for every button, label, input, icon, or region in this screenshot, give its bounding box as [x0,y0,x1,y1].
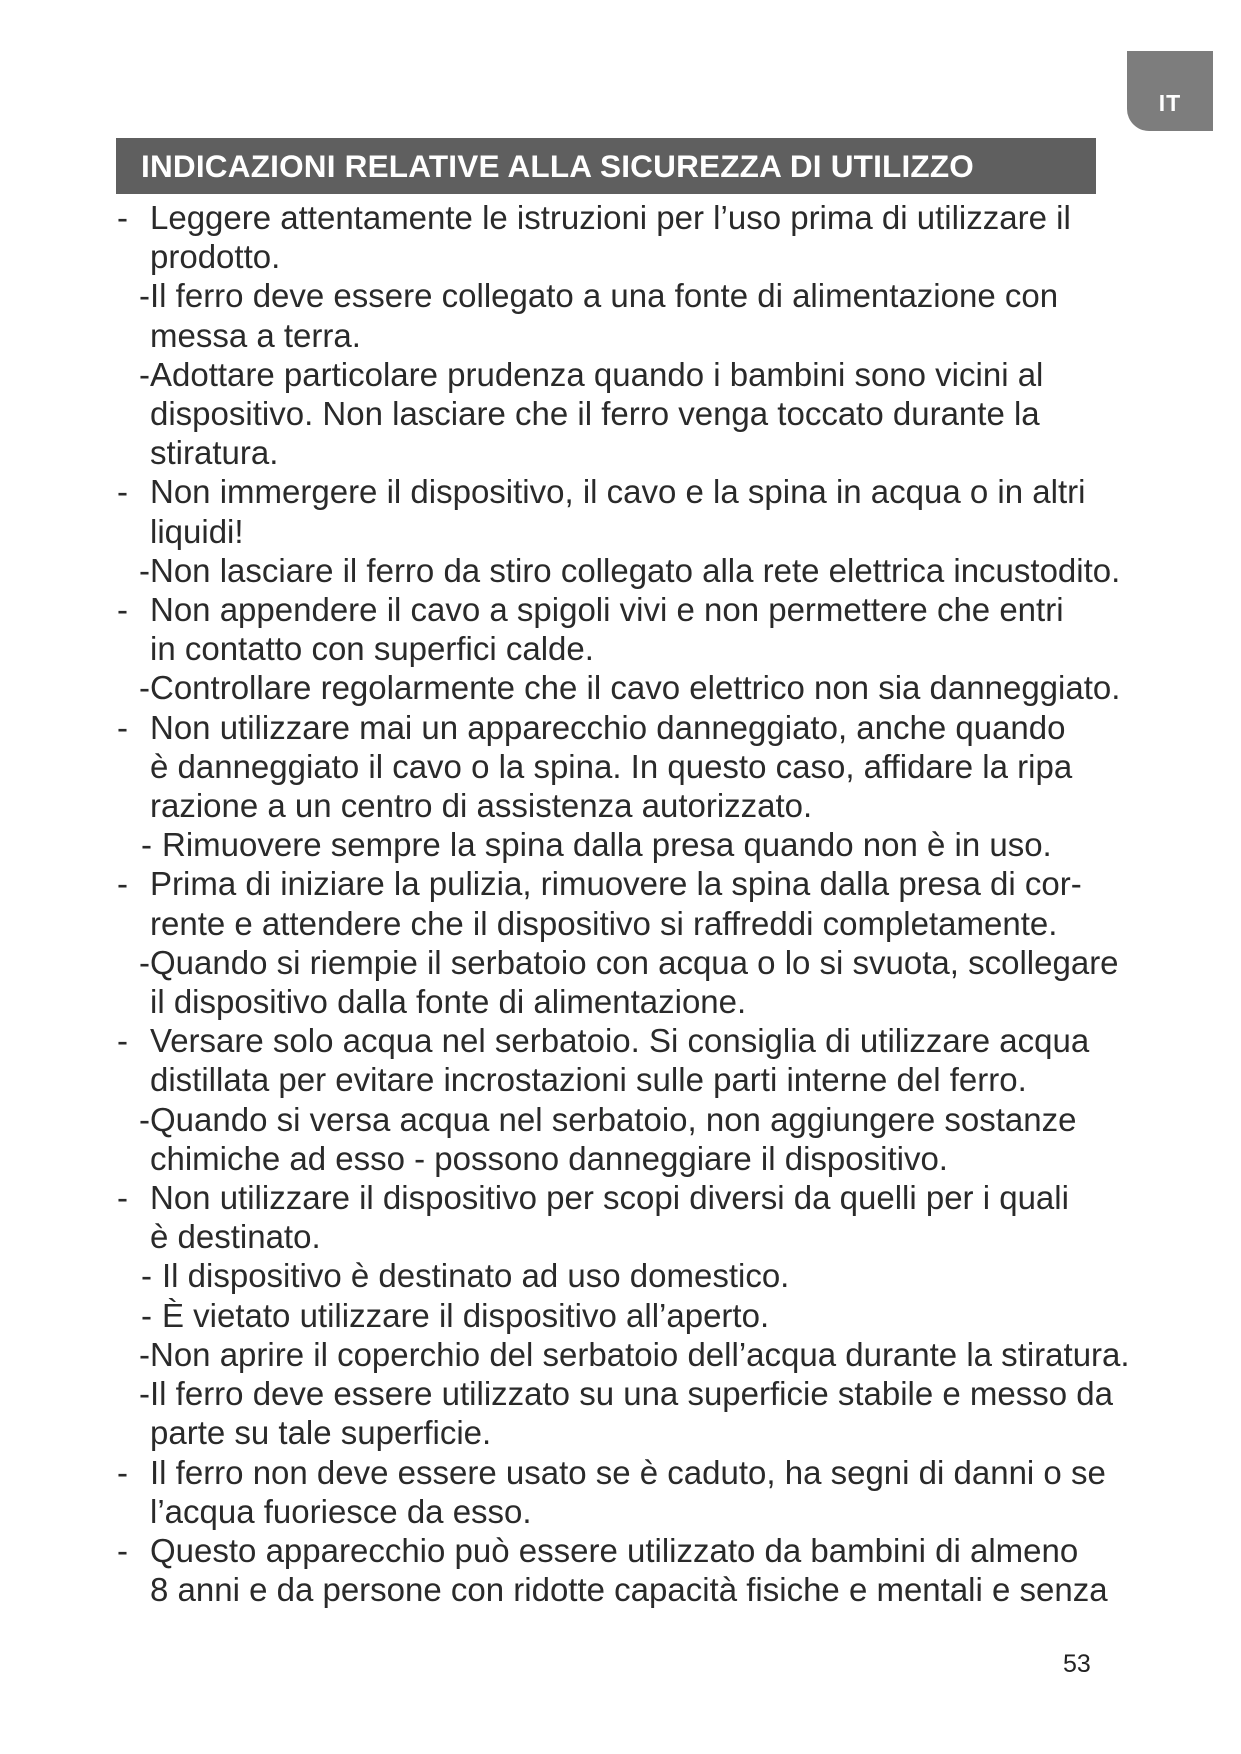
dash-bullet: - [141,1296,152,1334]
instruction-line: Non immergere il dispositivo, il cavo e la spina in acqua o in altri [150,473,1086,511]
instruction-line: Quando si riempie il serbatoio con acqua o lo si svuota, scollegare [150,943,1119,981]
instruction-line: Non appendere il cavo a spigoli vivi e non permettere che entri [150,591,1064,629]
dash-bullet: - [139,1375,150,1413]
instruction-line: Rimuovere sempre la spina dalla presa quando non è in uso. [162,826,1052,864]
instruction-line: il dispositivo dalla fonte di alimentazione. [150,983,747,1021]
instruction-item [0,1021,1130,1099]
instruction-item [0,1296,1130,1335]
instruction-line: rente e attendere che il dispositivo si raffreddi completamente. [150,904,1058,942]
instruction-line: dispositivo. Non lasciare che il ferro venga toccato durante la [150,395,1040,433]
dash-bullet: - [117,199,128,236]
instruction-item [0,825,1130,864]
instruction-line: Quando si versa acqua nel serbatoio, non aggiungere sostanze [150,1100,1077,1138]
dash-bullet: - [139,1100,150,1138]
instruction-item [0,276,1130,354]
instruction-line: distillata per evitare incrostazioni sulle parti interne del ferro. [150,1061,1027,1099]
dash-bullet: - [139,355,150,393]
dash-bullet: - [139,943,150,981]
instruction-line: Leggere attentamente le istruzioni per l’uso prima di utilizzare il [150,199,1071,236]
instruction-line: Il dispositivo è destinato ad uso domestico. [162,1257,790,1295]
instruction-item [0,1178,1130,1256]
instruction-item [0,590,1130,668]
dash-bullet: - [139,551,150,589]
dash-bullet: - [141,826,152,864]
dash-bullet: - [117,865,128,903]
dash-bullet: - [117,473,128,511]
dash-bullet: - [139,1335,150,1373]
instruction-item [0,1374,1130,1452]
instruction-line: parte su tale superficie. [150,1414,492,1452]
dash-bullet: - [139,277,150,315]
instruction-line: Non aprire il coperchio del serbatoio dell’acqua durante la stiratura. [150,1335,1130,1373]
instruction-item [0,1453,1130,1531]
instruction-item [0,1531,1130,1609]
instruction-line: Non lasciare il ferro da stiro collegato alla rete elettrica incustodito. [150,551,1121,589]
dash-bullet: - [141,1257,152,1295]
instruction-item [0,551,1130,590]
page-number: 53 [1063,1650,1091,1678]
instruction-line: Prima di iniziare la pulizia, rimuovere la spina dalla presa di cor- [150,865,1082,903]
instruction-line: È vietato utilizzare il dispositivo all’aperto. [162,1296,770,1334]
instruction-line: razione a un centro di assistenza autorizzato. [150,787,813,825]
language-tab: IT [1127,51,1213,131]
instruction-item [0,1100,1130,1178]
instruction-line: Non utilizzare mai un apparecchio danneggiato, anche quando [150,708,1066,746]
instruction-item [0,472,1130,550]
instruction-line: chimiche ad esso - possono danneggiare il dispositivo. [150,1139,948,1177]
instruction-item [0,864,1130,942]
instruction-line: è danneggiato il cavo o la spina. In questo caso, affidare la ripa [150,747,1073,785]
dash-bullet: - [117,708,128,746]
instruction-line: 8 anni e da persone con ridotte capacità fisiche e mentali e senza [150,1571,1108,1609]
instruction-line: Adottare particolare prudenza quando i bambini sono vicini al [150,355,1044,393]
dash-bullet: - [117,1531,128,1569]
instruction-line: stiratura. [150,434,279,472]
dash-bullet: - [117,1022,128,1060]
instruction-item [0,943,1130,1021]
instruction-line: è destinato. [150,1218,321,1256]
dash-bullet: - [117,1179,128,1217]
safety-instructions-list [0,198,1241,1609]
instruction-item [0,355,1130,473]
instruction-line: messa a terra. [150,316,361,354]
instruction-item [0,1335,1130,1374]
instruction-item [0,708,1130,826]
instruction-line: Controllare regolarmente che il cavo elettrico non sia danneggiato. [150,669,1121,707]
dash-bullet: - [117,591,128,629]
instruction-line: prodotto. [150,238,281,276]
section-title: INDICAZIONI RELATIVE ALLA SICUREZZA DI UTILIZZO [116,138,1096,194]
instruction-line: Versare solo acqua nel serbatoio. Si consiglia di utilizzare acqua [150,1022,1090,1060]
instruction-line: Il ferro deve essere utilizzato su una superficie stabile e messo da [150,1375,1113,1413]
instruction-line: in contatto con superfici calde. [150,630,594,668]
instruction-line: liquidi! [150,512,244,550]
instruction-item [0,198,1130,276]
instruction-item [0,1256,1130,1295]
instruction-line: Non utilizzare il dispositivo per scopi diversi da quelli per i quali [150,1179,1069,1217]
instruction-line: Questo apparecchio può essere utilizzato da bambini di almeno [150,1531,1079,1569]
instruction-line: Il ferro deve essere collegato a una fonte di alimentazione con [150,277,1059,315]
dash-bullet: - [139,669,150,707]
instruction-line: Il ferro non deve essere usato se è caduto, ha segni di danni o se [150,1453,1106,1491]
instruction-item [0,668,1130,707]
dash-bullet: - [117,1453,128,1491]
instruction-line: l’acqua fuoriesce da esso. [150,1492,532,1530]
